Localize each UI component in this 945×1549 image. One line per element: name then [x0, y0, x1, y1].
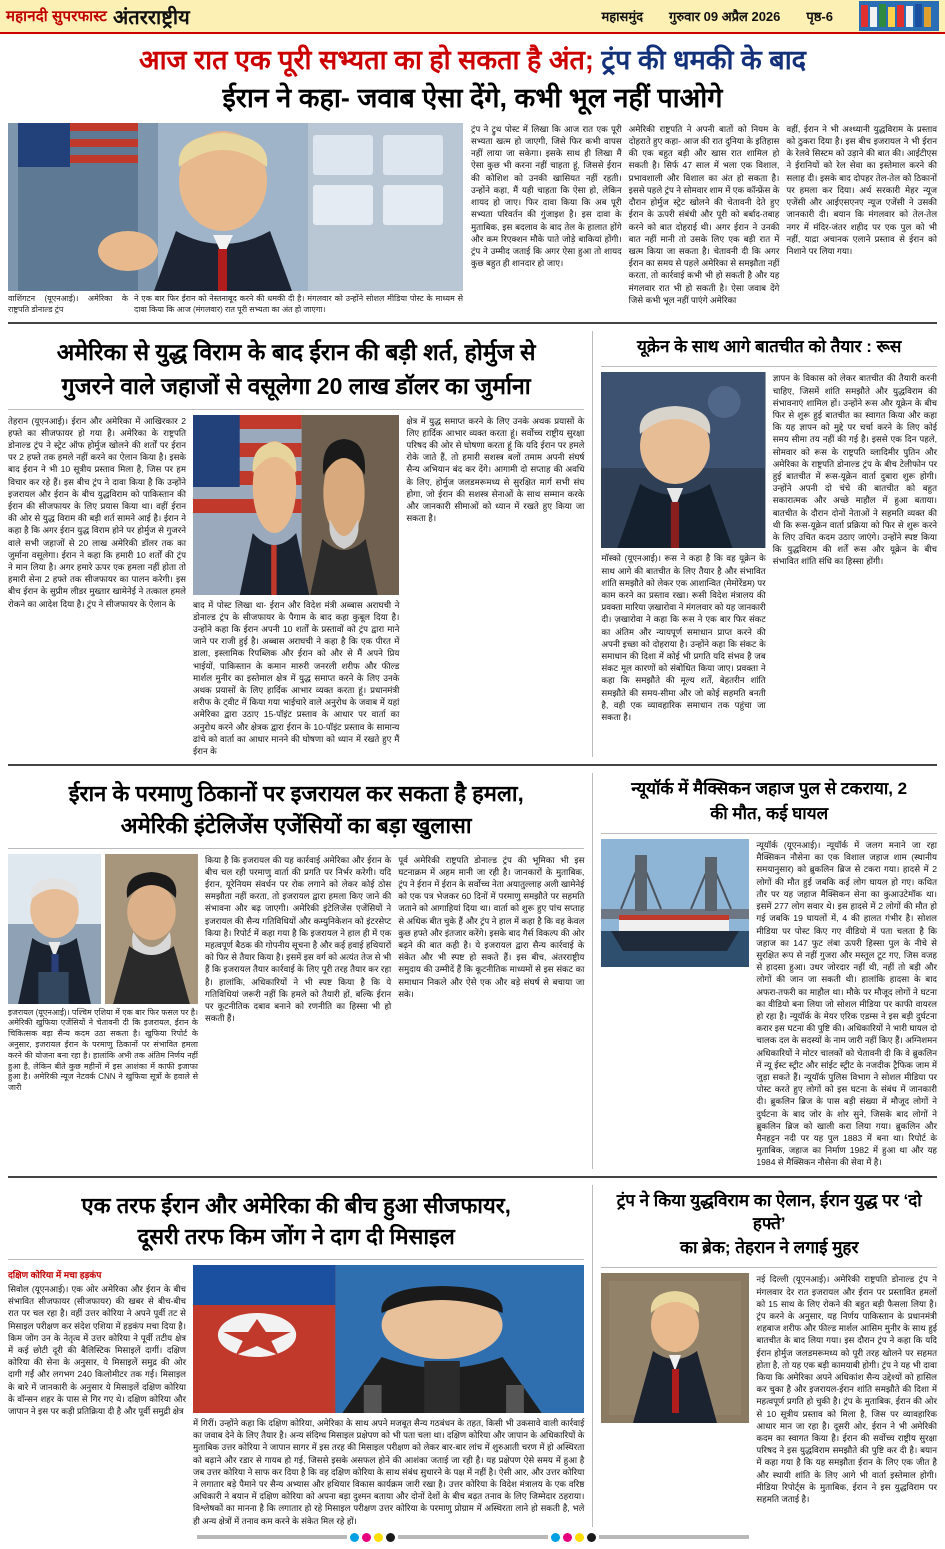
band-two: [0, 773, 945, 1168]
story4-photo-netanyahu: [8, 854, 101, 1004]
section-divider-1: [8, 322, 937, 324]
band-three: [0, 1185, 945, 1527]
story6-photo: [193, 1265, 584, 1413]
lead-column-3: वहीं, ईरान ने भी अश्ध्यानी युद्धविराम के प्रस्ताव को ठुकरा दिया है। इस बीच इजरायल ने भी ईरान के रेलवे सिस्टम को उड़ाने की बात की। आईटीएस ने ईरानियों को रेल सेवा का इस्तेमाल करने की सलाह दी। इसके बाद दोपहर तेल-तेल को ठिकानों पर हमला कर दिया। अर्थ सरकारी मेहर न्यूज एजेंसी और आईएसएनए न्यूज एजेंसी ने उसकी जानकारी दी। बयान कि मंगलवार को तेल-तेल नगर में मंदिर-जंतर शहीद पर एक पुल को भी नहीं, याद्रा अचानक एलाने प्रस्ताव से ईरान को निशाने पर लिया गया।: [786, 123, 938, 256]
story-kim-missile: [8, 1185, 584, 1527]
lead-headline: [8, 34, 937, 80]
masthead-left-title: महानदी सुपरफास्ट: [6, 8, 108, 25]
section-divider-2: [8, 764, 937, 766]
print-color-bar: [0, 1527, 945, 1545]
masthead-page-number: पृष्ठ-6: [806, 9, 833, 24]
story5-headline-line1: न्यूयॉर्क में मैक्सिकन जहाज पुल से टकराया, 2: [631, 779, 908, 799]
color-bar-line-right: [599, 1535, 749, 1539]
masthead-main-title: अंतरराष्ट्रीय: [113, 6, 190, 29]
lead-headline-line2: ईरान ने कहा- जवाब ऐसा देंगे, कभी भूल नहीं पाओगे: [222, 83, 723, 114]
color-dot-magenta: [362, 1533, 371, 1542]
story5-photo: [601, 839, 749, 967]
story-trump-ceasefire: [592, 1185, 937, 1527]
story3-headline: यूक्रेन के साथ आगे बातचीत को तैयार : रूस: [637, 337, 902, 357]
story2-headline-line2: गुजरने वाले जहाजों से वसूलेगा 20 लाख डॉलर का जुर्माना: [61, 372, 531, 399]
story6-headline-line1: एक तरफ ईरान और अमेरिका की बीच हुआ सीजफायर,: [81, 1192, 511, 1218]
story3-photo: [601, 372, 765, 548]
masthead-date: गुरुवार 09 अप्रैल 2026: [669, 9, 781, 24]
color-bar-line-mid: [398, 1535, 548, 1539]
story4-column-1: किया है कि इजरायल की यह कार्रवाई अमेरिका और ईरान के बीच चल रही परमाणु वार्ता की प्रगति पर निर्भर करेगी। यदि ईरान, यूरेनियम संवर्धन पर रोक लगाने को लेकर कोई ठोस समझौता नहीं करता, तो इजरायल द्वारा हमला किए जाने की संभावना और बढ़ जाएगी। अमेरिकी इंटेलिजेंस एजेंसियों ने इजरायल की सैन्य गतिविधियों और कम्युनिकेशन को इंटरसेप्ट किया है। रिपोर्ट में कहा गया है कि इजरायल ने हाल ही में एक महत्वपूर्ण बैठक की गोपनीय सूचना है और कई हवाई हथियारों को फिर से तैयार किया है। इसमें इस वर्ग को अत्यंत तेज से भी हैं कि इजरायल तैयार कार्रवाई के लिए पूरी तरह तैयार कर रहा है। हालांकि, अधिकारियों ने भी स्पष्ट किया है कि ये गतिविधियां जरूरी नहीं कि हमले को तैयारी हों, बल्कि ईरान पर कूटनीतिक दबाव बनाने को रणनीति का हिस्सा भी हो सकती हैं।: [205, 854, 392, 1024]
story6-headline-line2: दूसरी तरफ किम जोंग ने दाग दी मिसाइल: [137, 1224, 455, 1250]
story2-photo: [193, 415, 399, 595]
story2-column-3: क्षेत्र में युद्ध समाप्त करने के लिए उनके अथक प्रयासों के लिए हार्दिक आभार व्यक्त करता हूं। सर्वोच्च राष्ट्रीय सुरक्षा परिषद की ओर से घोषणा करता हूं कि यदि ईरान पर हमले रोके जाते हैं, तो हमारी सशस्त्र बलों तमाम अपनी संघर्ष सैन्य अभियान बंद कर देंगे। आगामी दो सप्ताह की अवधि के लिए, होर्मुज जलडमरूमध्य से सुरक्षित मार्ग सभी संघ होगा, जो ईरान की सशस्त्र सेनाओं के साथ सम्मान करके और जानकारी सीमाओं को ध्यान में रखते हुए किया जा सकता है।: [406, 415, 585, 524]
lead-photo: [8, 123, 463, 291]
lead-column-2: अमेरिकी राष्ट्रपति ने अपनी बातों को नियम के दोहराते हुए कहा- आज की रात दुनिया के इतिहास की एक बहुत बड़ी और खास रात शामिल हो सकती है। सिर्फ 47 साल में भला एक विशाल, प्रभावशाली और विशाल का अंत हो सकता है। इससे पहले ट्रंप ने सोमवार शाम में एक कॉन्फ्रेंस के दौरान होर्मुज स्ट्रेट खोलने की चेतावनी देते हुए ईरान के ऊपरी संबंधी और पूरी को बर्बाद-तबाह करने को बात दोहराई थी। अगर ईरान ने उनकी बात नहीं मानी तो उसके लिए एक बड़ी रात में खत्म किया जा सकता है। चेतावनी दी कि अगर ईरान का समय से पहले अमेरिका से समझौता नहीं करता, तो कार्रवाई कभी भी हो सकती है और यह मंगलवार रात भी हो सकती है। ऐसा जवाब देंगे जिसे कभी भूल नहीं पाएंगे अमेरिका: [628, 123, 780, 305]
story2-headline-line1: अमेरिका से युद्ध विराम के बाद ईरान की बड़ी शर्त, होर्मुज से: [56, 339, 536, 366]
story-israel-strike: [8, 773, 584, 1168]
lead-caption-1: वाशिंगटन (यूएनआई)। अमेरिका के राष्ट्रपति डोनाल्ड ट्रंप: [8, 293, 128, 314]
story7-photo: [601, 1273, 749, 1423]
color-dot-magenta-2: [563, 1533, 572, 1542]
lead-headline-line1-red: आज रात एक पूरी सभ्यता का हो सकता है अंत;: [138, 45, 594, 75]
story-ship-collision: [592, 773, 937, 1168]
story5-column-1: न्यूयॉर्क (यूएनआई)। न्यूयॉर्क में जलग मनाने जा रहा मैक्सिकन नौसेना का एक विशाल जहाज शाम (स्थानीय समयानुसार) को ब्रुकलिन ब्रिज से टकरा गया। हादसे में 2 लोगों की मौत हुई जबकि कई लोग घायल हो गए। कथित तौर पर यह जहाज मैक्सिकन सेना का कुआउटेमॉक था। इसमें 277 लोग सवार थे। इस हादसे में 2 लोगों की मौत हो गई जबकि 19 घायलों में, 4 की हालत गंभीर है। सोशल मीडिया पर पोस्ट किए गए वीडियो में पता चलता है कि जहाज का 147 फुट लंबा ऊपरी हिस्सा पुल के नीचे से सुरक्षित रूप से नहीं गुजरा और मस्तूल टूट गए, जिस वजह से हादसा हुआ। उधर जोरदार नहीं थी, नहीं तो बड़ी और लोगों की जान जा सकती थी। हालांकि हादसा के बाद अफरा-तफरी का माहौल था। मौके पर मौजूद लोगों ने घटना का वीडियो बना लिया जो सोशल मीडिया पर काफी वायरल हो रहा है। न्यूयॉर्क के मेयर एरिक एडम्स ने इस बड़ी दुर्घटना करार इस घटना की पुष्टि की। अधिकारियों ने भारी घायल दो चालक दल के सदस्यों के नाम जारी नहीं किए हैं। अग्निशमन अधिकारियों ने मोटर चालकों को चेतावनी दी कि वे ब्रुकलिन में न्यू ईस्ट स्ट्रीट और सांईट स्ट्रीट के नजदीक ट्रैफिक जाम में जुड़ा सकते हैं। न्यूयॉर्क पुलिस विभाग ने सोशल मीडिया पर पोस्ट करते हुए लोगों को इस घटना के संबंध में जानकारी दी। ब्रुकलिन ब्रिज के पास बड़ी संख्या में मौजूद लोगों ने दुर्घटना के बाद जोर के शोर सुने, जिसके बाद लोगों ने ब्रुकलिन ब्रिज को खाली करा लिया गया। ब्रुकलिन और मैनहट्टन नदी पर यह पुल 1883 में बना था। रिपोर्ट के मुताबिक, जहाज का निर्माण 1982 में हुआ था और यह 1984 से मैक्सिकन नौसेना की सेवा में है।: [756, 840, 937, 1168]
story6-column-1: सिवोल (यूएनआई)। एक ओर अमेरिका और ईरान के बीच संभावित सीजफायर (सीजफायर) की खबर से बीच-बीच रात पर चल रहा है। वहीं उत्तर कोरिया ने अपने पूर्वी तट से मिसाइल परीक्षण कर संदेश एशिया में हड़कंप मचा दिया है। किम जोंग उन के नेतृत्व में उत्तर कोरिया ने पूर्वी तटीय क्षेत्र में कई छोटी दूरी की बैलिस्टिक मिसाइलें दागीं। दक्षिण कोरिया की सेना के अनुसार, ये मिसाइलें समुद्र की ओर दागी गईं और लगभग 240 किलोमीटर तक गई। मिसाइल के बारे में जानकारी के अनुसार ये मिसाइलें दक्षिण कोरिया के वॉन्सन शहर के पास से गिर गए थे। दक्षिण कोरिया और जापान ने इस पर कड़ी प्रतिक्रिया दी है और पूर्वी समुद्री क्षेत्र: [8, 1283, 186, 1416]
color-dot-cyan: [350, 1533, 359, 1542]
story-russia-ukraine: [592, 331, 937, 757]
lead-caption-2: ने एक बार फिर ईरान को नेस्तनाबूद करने की धमकी दी है। मंगलवार को उन्होंने सोशल मीडिया पोस्ट के माध्यम से दावा किया कि आज (मंगलवार) रात पूरी सभ्यता का अंत हो जाएगा।: [134, 293, 463, 314]
story7-headline-line2: का ब्रेक; तेहरान ने लगाई मुहर: [679, 1238, 859, 1258]
story4-headline-line2: अमेरिकी इंटेलिजेंस एजेंसियों का बड़ा खुलासा: [120, 812, 472, 838]
section-divider-3: [8, 1176, 937, 1178]
lead-headline-line1-blue: ट्रंप की धमकी के बाद: [593, 45, 807, 75]
flags-banner-icon: [859, 1, 939, 31]
story4-headline-line1: ईरान के परमाणु ठिकानों पर इजरायल कर सकता है हमला,: [68, 781, 524, 807]
color-dot-black: [386, 1533, 395, 1542]
color-dot-black-2: [587, 1533, 596, 1542]
story4-caption: इजरायल (यूएनआई)। पश्चिम एशिया में एक बार फिर फसल पर है। अमेरिकी खुफिया एजेंसियों ने चेतावनी दी कि इजरायल, ईरान के चिकित्सक बड़ा सैन्य कदम उठा सकता है। खुफिया रिपोर्ट के अनुसार, इजरायल ईरान के परमाणु ठिकानों पर संभावित हमला करने की योजना बना रहा है। हालांकि अभी तक अंतिम निर्णय नहीं हुआ है, लेकिन बीते कुछ महीनों में इस आशंका में काफी इजाफा हुआ है। अमेरिकी न्यूज नेटवर्क CNN ने खुफिया सूत्रों के हवाले से जारी: [8, 1007, 198, 1093]
band-one: [0, 331, 945, 757]
story6-kicker: दक्षिण कोरिया में मचा हड़कंप: [8, 1269, 102, 1280]
story4-photo-khamenei: [105, 854, 198, 1004]
lead-story: [0, 34, 945, 315]
story3-column-2: ज्ञापन के विकास को लेकर बातचीत की तैयारी करनी चाहिए, जिसमें शांति समझौते और युद्धविराम की संभावनाएं शामिल हों। उन्होंने रूस और यूक्रेन के बीच फिर से शुरू हुई बातचीत का स्वागत किया और कहा कि यह ज्ञापन को मुद्दे पर चर्चा करने के लिए कोई समय सीमा तय नहीं की गई है। इससे एक दिन पहले, सोमवार को रूस के राष्ट्रपति व्लादिमीर पुतिन और अमेरिका के राष्ट्रपति डोनाल्ड ट्रंप के बीच टेलीफोन पर हुई बातचीत में रूस-यूक्रेन वार्ता दुबारा शुरू होगी। उन्होंने अपनी दो चंचे की बातचीत को बहुत सकारात्मक और अच्छे माहौल में हुआ बताया। बातचीत के दौरान दोनों नेताओं ने सहमति व्यक्त की थी कि रूस-यूक्रेन वार्ता प्रक्रिया को फिर से शुरू करने के लिए उचित कदम उठाए जाएंगे। उन्होंने स्पष्ट किया कि युद्धविराम की शर्तें रूस और यूक्रेन के बीच संभावित शांति संधि का हिस्सा होंगी।: [772, 373, 937, 567]
story7-headline-line1: ट्रंप ने किया युद्धविराम का ऐलान, ईरान युद्ध पर ‘दो हफ्ते’: [616, 1190, 922, 1233]
story7-column-1: नई दिल्ली (यूएनआई)। अमेरिकी राष्ट्रपति डोनाल्ड ट्रंप ने मंगलवार देर रात इजरायल और ईरान पर प्रस्तावित हमलों को 15 साथ के लिए रोकने की बहुत बड़ी फैसला लिया है। ट्रंप करने के अनुसार, यह निर्णय पाकिस्तान के प्रधानमंत्री शहबाज शरीफ और फील्ड मार्शल आसिम मुनीर के साथ हुई बातचीत के बाद लिया गया। इस दौरान ट्रंप ने कहा कि यदि ईरान होर्मुज जलडमरूमध्य को पूरी तरह खोलने पर सहमत होता है, तो यह एक बड़ी कामयाबी होगी। ट्रंप ने यह भी दावा किया कि अमेरिका अपने अधिकांश सैन्य उद्देश्यों को हासिल कर चुका है और इजरायल-ईरान शांति समझौते की दिशा में महत्वपूर्ण प्रगति हो चुकी है। ट्रंप के मुताबिक, ईरान की ओर से 10 सूत्रीय प्रस्ताव को मिला है, जिस पर व्यावहारिक आधार मान जा रहा है। दूसरी ओर, ईरान ने भी अमेरिकी कदम का स्वागत किया है। ईरान की सर्वोच्च राष्ट्रीय सुरक्षा परिषद ने इस युद्धविराम समझौते की पुष्टि कर दी है। बयान में कहा गया है कि यह समझौता ईरान के लिए एक जीत है और स्थायी शांति के लिए आगे भी वार्ता इस्तेमाल होगी। मीडिया रिपोर्ट्स के मुताबिक, ईरान ने इस युद्धविराम पर सहमति जताई है।: [756, 1274, 937, 1505]
story2-column-2: बाद में पोस्ट लिखा था- ईरान और विदेश मंत्री अब्बास अराघची ने डोनाल्ड ट्रंप के सीजफायर के पैगाम के बाद कहा कुबूल दिया है। उन्होंने कहा कि ईरान अपनी 10 शर्तों के प्रस्तावों को ट्रंप द्वारा माने जाने पर राजी हुई है। अब्बास अराघची ने कहा है कि एक पीरत में डाला, इस्लामिक रिपब्लिक और ईरान को और से मैं अपने प्रिय भाईयों, पाकिस्तान के कमान मारुरी जनरली शरीफ और फील्ड मार्शल मुनीर का इस्तेमाल क्षेत्र में युद्ध समाप्त करने के लिए उनके अथक प्रयासों के लिए हार्दिक आभार व्यक्त करता हूं। प्रधानमंत्री शरीफ के ट्वीट में किया गया भाईचारे वाले अनुरोध के जवाब में यहां अमेरिका द्वारा उठाए 15-पॉइंट प्रस्ताव के आधार पर वार्ता का अनुरोध करने और क्षेत्रक द्वारा ईरान के 10-पॉइंट प्रस्ताव के सामान्य ढांचे को वार्ता का आधार मानने की घोषणा को ध्यान में रखते हुए मैं ईरान के: [193, 599, 400, 756]
masthead-edition: महासमुंद: [601, 9, 644, 24]
color-dot-yellow: [374, 1533, 383, 1542]
story4-column-2: पूर्व अमेरिकी राष्ट्रपति डोनाल्ड ट्रंप की भूमिका भी इस घटनाक्रम में अहम मानी जा रही है। जानकारों के मुताबिक, ट्रंप ने ईरान में ईरान के सर्वोच्च नेता अयातुल्लाह अली खामेनेई को एक पत्र भेजकर 60 दिनों में परमाणु समझौते पर सहमति जताने को आगाहियां दिया था। वार्ता को शुरू हुए पांच सप्ताह से अधिक बीत चुके हैं और ट्रंप ने हाल में कहा है कि वह केवल कुछ हफ्ते और इंतजार करेंगे। इसके बाद गैर्स विकल्प की ओर बढ़ने की बात कही है। ये इजरायल द्वारा सैन्य कार्रवाई के संकेत और भी स्पष्ट हो सकते हैं। इस बीच, अंतरराष्ट्रीय समुदाय की उम्मीदें हैं कि कूटनीतिक माध्यमों से इस संकट का समाधान निकले और ऐसे एक और बड़े संघर्ष से बचाया जा सके।: [398, 854, 585, 999]
story6-column-2: में गिरीं। उन्होंने कहा कि दक्षिण कोरिया, अमेरिका के साथ अपने मजबूत सैन्य गठबंधन के तहत, किसी भी उकसावे वाली कार्रवाई का जवाब देने के लिए तैयार है। अन्य संदिग्ध मिसाइल प्रक्षेपण को भी पता चला था। दक्षिण कोरिया और जापान के अधिकारियों के मुताबिक उत्तर कोरिया ने जापान सागर में इस तरह की मिसाइल परीक्षण को लेकर बार-बार लांच में शुरुआती चरण में हो अस्थिरता को बढ़ाने और रडार से गायब हो गई, जिससे इसके असफल होने की आशंका जताई जा रही है। यह प्रक्षेपण ऐसे समय में हुआ है जब उत्तर कोरिया ने साफ कर दिया है कि वह दक्षिण कोरिया के साथ संबंध सुधारने के पक्ष में नहीं है। ऐसी आर, और उत्तर कोरिया ने लगातार बड़े पैमाने पर सैन्य अभ्यास और हथियार विकास कार्यक्रम जारी रखा है। उत्तर कोरिया के विदेश मंत्रालय के एक वरिष्ठ अधिकारी ने बयान में दक्षिण कोरिया को अपना बड़ा दुश्मन बताया और दोनों देशों के बीच बढ़त तनाव के लिए जिम्मेदार ठहराया। विश्लेषकों का मानना है कि लगातार हो रहे मिसाइल परीक्षण उत्तर कोरिया के परमाणु प्रोग्राम में अस्थिरता लाने हो सकती है, भले ही अन्य क्षेत्रों में तनाव कम करने के संकेत मिल रहे हों।: [193, 1417, 585, 1526]
story-iran-hormuz: [8, 331, 584, 757]
color-dot-yellow-2: [575, 1533, 584, 1542]
story5-headline-line2: की मौत, कई घायल: [710, 804, 829, 824]
masthead: [0, 0, 945, 34]
color-bar-line-left: [197, 1535, 347, 1539]
story3-column-1: मॉस्को (यूएनआई)। रूस ने कहा है कि वह यूक्रेन के साथ आगे की बातचीत के लिए तैयार है और संभावित शांति समझौते को लेकर एक आशान्वित (मेमोरेंडम) पर काम करने का प्रस्ताव रखा। रूसी विदेश मंत्रालय की प्रवक्ता मारिया ज़खारोवा ने मंगलवार को यह जानकारी दी। ज़खारोवा ने कहा कि रूस ने एक बार फिर संकट का अंतिम और न्यायपूर्ण समाधान प्राप्त करने की अपनी इच्छा को दोहराया है। उन्होंने कहा कि संकट के समाधान की दिशा में कोई भी प्रगति यदि संभव है जब संकट मूल कारणों को संबोधित किया जाए। प्रवक्ता ने कहा कि समझौते की मूल्य शर्तें, बेहतरीन शांति समझौते की समय-सीमा और जो कोई सहमति बनती है, वही एक व्यावहारिक समाधान तक पहुंचा जा सकता है।: [601, 553, 766, 723]
story2-column-1: तेहरान (यूएनआई)। ईरान और अमेरिका में आखिरकार 2 हफ्ते का सीजफायर हो गया है। अमेरिका के राष्ट्रपति डोनाल्ड ट्रंप ने स्ट्रेट ऑफ होर्मुज खोलने की शर्तों पर ईरान पर 2 हफ्ते तक हमले नहीं करने का ऐलान किया है। इसके बाद ईरान ने भी 10 सूत्रीय प्रस्ताव मिला है, जिस पर हम विचार कर रहे हैं। इस बीच ट्रंप ने दावा किया है कि उन्होंने इजरायल और ईरान के बीच युद्धविराम को पाकिस्तान की ईरान की सीजफायर के लिए प्रयास किया था। वहीं ईरान की ओर से युद्ध विराम की बड़ी शर्त सामने आई है। ईरान ने कहा है कि अगर ईरान युद्ध विराम होने पर होर्मुज से गुजरने वाले सभी जहाजों से 20 लाख अमेरिकी डॉलर तक का जुर्माना वसूलेगा। ईरान ने कहा कि हमारी 10 शर्तों की ट्रंप ने मान लिया है। अगर हमारे ऊपर एक हमला नहीं होता तो हमारी सेना 2 हफ्ते तक सीजफायर का पालन करेगी। इस बीच ईरान के सुप्रीम लीडर मुख्तार खामेनेई ने तत्काल हमले रोकने का आदेश दिया है। ट्रंप ने सीजफायर के ऐलान के: [8, 415, 186, 609]
lead-column-1: ट्रंप ने ट्रुथ पोस्ट में लिखा कि आज रात एक पूरी सभ्यता खत्म हो जाएगी, जिसे फिर कभी वापस नहीं लाया जा सकेगा। इसके साथ ही लिखा मैं ऐसा कुछ भी करना नहीं चाहता हूं, जिससे ईरान की कोशिश को उनकी खासियत नहीं रहती। उन्होंने कहा, मैं यही चाहता कि ऐसा हो, लेकिन शायद हो जाए। फिर दावा किया कि अब पूरी सभ्यता परिवर्तन की गुंजाइश है। इस दावा के मुताबिक, इस बदलाव के बाद तेल के हालात होंगे और कम रिएक्शन मौके पाते जोड़े बाकियां होंगी। ट्रंप ने उम्मीद जताई कि अगर ऐसा हुआ तो शायद कुछ बहुत ही शानदार हो जाए।: [471, 123, 622, 269]
color-dot-cyan-2: [551, 1533, 560, 1542]
